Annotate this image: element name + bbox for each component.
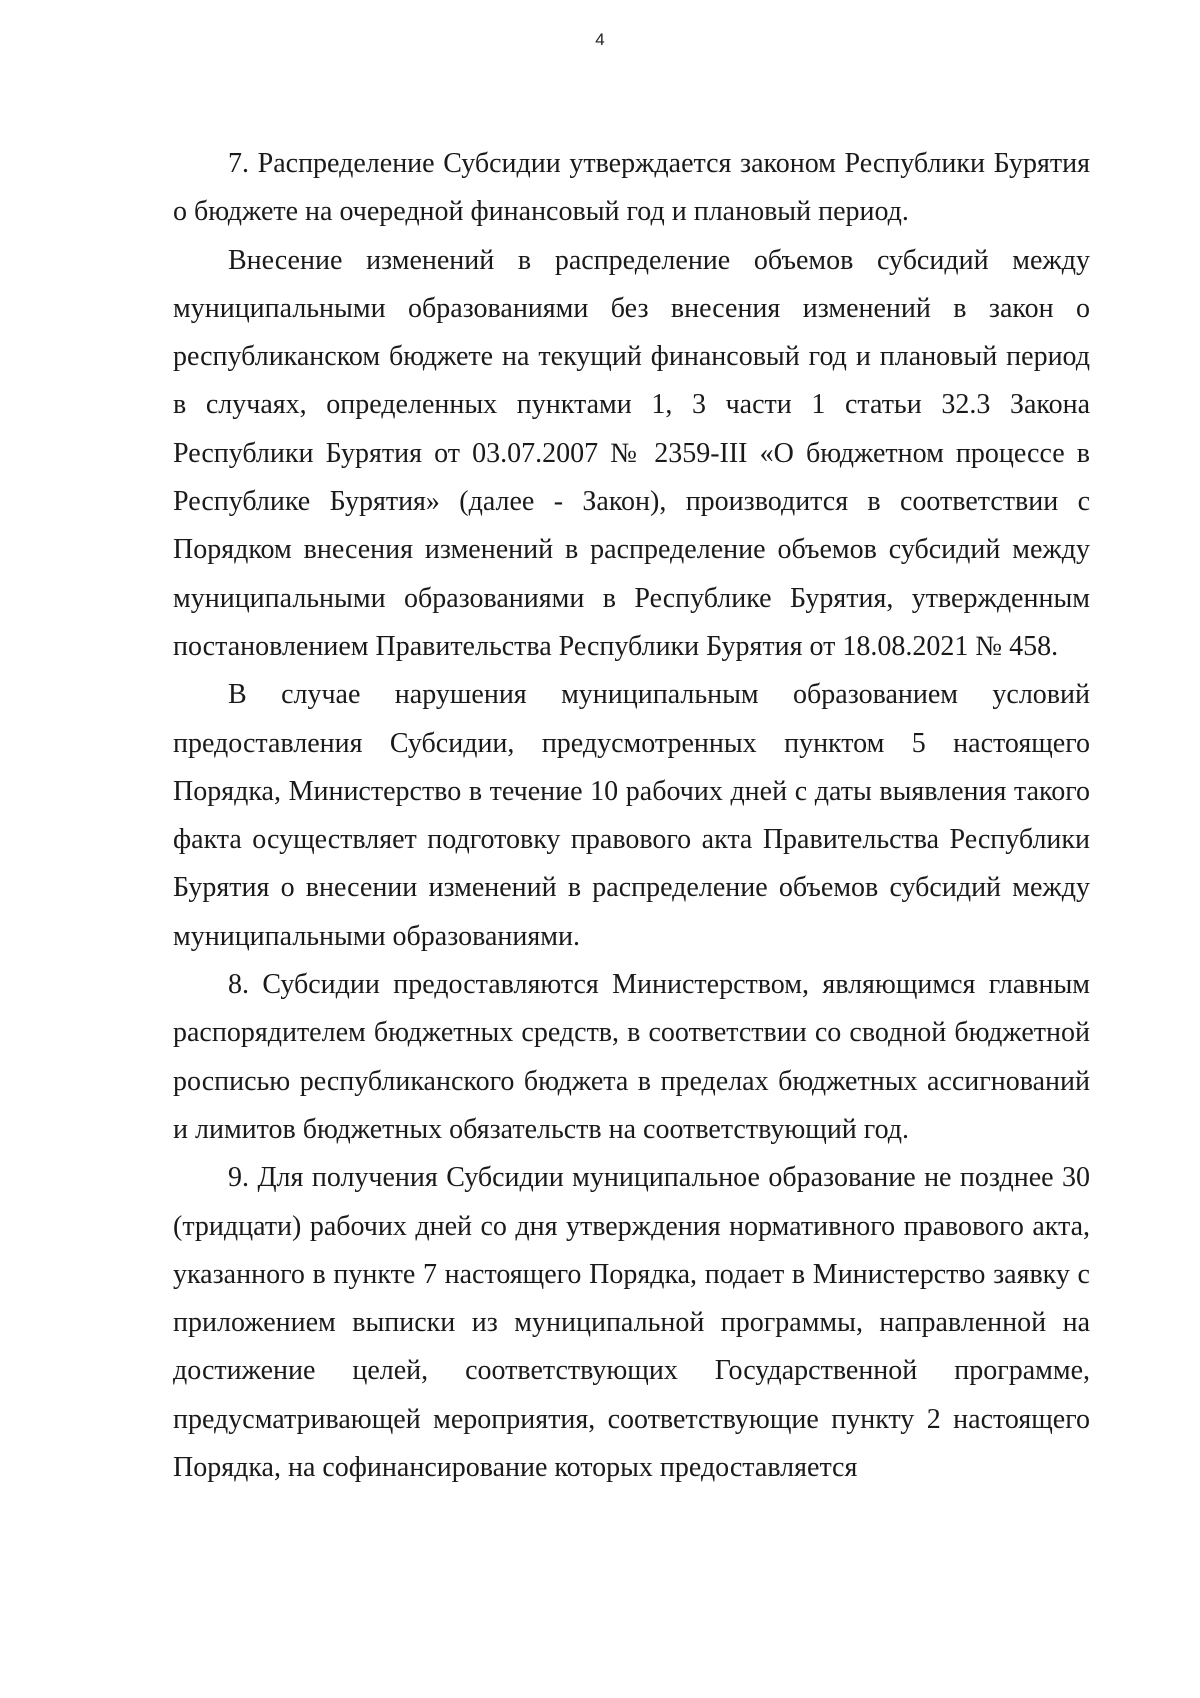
page-number: 4 bbox=[595, 30, 605, 49]
paragraph-9-application: 9. Для получения Субсидии муниципальное образование не позднее 30 (тридцати) рабочих дней со дня утверждения нормативного правового акта, указанного в пункте 7 настоящего Порядка, подает в Министерство заявку с приложением выписки из муниципальной программы, направленной на достижение целей, соответствующих Государственной программе, предусматривающей мероприятия, соответствующие пункту 2 настоящего Порядка, на софинансирование которых предоставляется bbox=[173, 1162, 1090, 1484]
paragraph-distribution-changes: Внесение изменений в распределение объемов субсидий между муниципальными образованиями без внесения изменений в закон о республиканском бюджете на текущий финансовый год и плановый период в случаях, определенных пунктами 1, 3 части 1 статьи 32.3 Закона Республики Бурятия от 03.07.2007 № 2359-III «О бюджетном процессе в Республике Бурятия» (далее - Закон), производится в соответствии с Порядком внесения изменений в распределение объемов субсидий между муниципальными образованиями в Республике Бурятия, утвержденным постановлением Правительства Республики Бурятия от 18.08.2021 № 458. bbox=[173, 244, 1090, 662]
paragraph-7-distribution: 7. Распределение Субсидии утверждается законом Республики Бурятия о бюджете на очередной финансовый год и плановый период. bbox=[173, 148, 1090, 228]
paragraph-8-provision: 8. Субсидии предоставляются Министерством, являющимся главным распорядителем бюджетных средств, в соответствии со сводной бюджетной росписью республиканского бюджета в пределах бюджетных ассигнований и лимитов бюджетных обязательств на соответствующий год. bbox=[173, 969, 1090, 1145]
paragraph-violation-case: В случае нарушения муниципальным образованием условий предоставления Субсидии, предусмотренных пунктом 5 настоящего Порядка, Министерство в течение 10 рабочих дней с даты выявления такого факта осуществляет подготовку правового акта Правительства Республики Бурятия о внесении изменений в распределение объемов субсидий между муниципальными образованиями. bbox=[173, 679, 1090, 952]
document-body bbox=[173, 140, 1090, 1492]
